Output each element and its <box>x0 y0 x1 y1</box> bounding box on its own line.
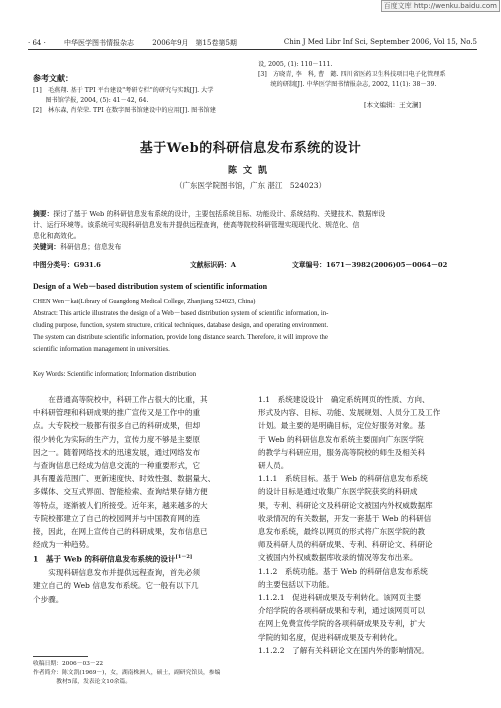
journal-name-en: Chin J Med Libr Inf Sci, September 2006, Vol 15, No.5 <box>283 38 477 46</box>
body-line: 在普通高等院校中，科研工作占很大的比重，其 <box>48 395 208 404</box>
section-heading <box>33 551 243 566</box>
body-line: 与查询信息已经成为信息交流的一种重要形式，它 <box>33 461 201 471</box>
journal-name-cn: 中华医学图书情报杂志 <box>64 39 135 47</box>
body-line: 计划。最主要的是明确目标，定位好服务对象。基 <box>258 421 426 431</box>
footnote <box>33 660 248 687</box>
body-line: 接，因此，在网上宣传自己的科研成果，发布信息已 <box>33 527 208 537</box>
issue-info-cn: 2006年9月 第15卷第5期 <box>152 39 237 47</box>
references-left <box>33 86 248 116</box>
abstract-line: 探讨了基于 Web 的科研信息发布系统的设计，主要包括系统目标、功能设计、系统结构、关键技术、数据库设 <box>53 210 386 218</box>
english-abstract-line: scientific information management in universities. <box>33 346 170 353</box>
body-line: 的主要包括以下功能。 <box>258 579 334 589</box>
body-line: 学院的知名度，促进科研成果及专利转化。 <box>258 632 403 642</box>
reference-item: [2] 林东森, 肖荣荣. TPI 在数字图书馆建设中的应用[J]. 图书馆建 <box>33 107 216 114</box>
body-line: 经成为一种趋势。 <box>33 540 94 550</box>
body-line: 中科研管理和科研成果的推广宣传又是工作中的重 <box>33 408 201 418</box>
body-line: 的设计目标是通过收集广东医学院获奖的科研成 <box>258 487 418 497</box>
body-right-column <box>258 393 478 657</box>
english-abstract-line: Abstract: This article illustrates the design of a Web－based distribution system of scientific information, in- <box>33 310 329 317</box>
english-author: CHEN Wen－kai(Library of Guangdong Medical College, Zhanjiang 524023, China) <box>33 298 256 305</box>
body-line: 于 Web 的科研信息发布系统主要面向广东医学院 <box>258 434 424 444</box>
body-line: 建立自己的 Web 信息发布系统。它一般有以下几 <box>33 581 199 591</box>
page-number: · 64 · <box>28 39 46 47</box>
body-line: 果，专利、科研论文及科研论文被国内外权威数据库 <box>258 500 433 510</box>
abstract-label: 摘要： <box>33 210 54 218</box>
keywords-cn: 科研信息；信息发布 <box>60 243 122 251</box>
english-title: Design of a Web－based distribution system of scientific information <box>33 282 268 291</box>
body-line: 1.1.2.1 促进科研成果及专利转化。该网页主要 <box>258 593 422 603</box>
footnote-rule <box>33 656 88 657</box>
body-line: 专院校都建立了自己的校园网并与中国教育网的连 <box>33 513 201 523</box>
body-line: 因之一。随着网络技术的迅速发展，通过网络发布 <box>33 447 201 457</box>
footnote-bio: 作者简介：陈文凯(1969－)，女，湖南株洲人，硕士，副研究馆员，参编 <box>33 670 221 676</box>
watermark-badge: 百度文库 http://wenku.baidu.com <box>381 0 500 12</box>
author-affiliation: （广东医学院图书馆，广东 湛江 524023） <box>174 181 326 190</box>
english-keywords: Key Words: Scientific information; Information distribution <box>33 371 196 378</box>
body-line: 师及科研人员的科研成果、专利、科研论文、科研论 <box>258 540 433 550</box>
header-rule <box>28 49 477 50</box>
references-heading: 参考文献： <box>33 73 73 83</box>
body-line: 在网上免费宣传学院的各项科研成果及专利，扩大 <box>258 619 426 629</box>
body-line: 研人员。 <box>258 461 289 471</box>
english-abstract-line: cluding purpose, function, system structure, critical techniques, database design, and operating environment. <box>33 322 329 329</box>
english-abstract-line: The system can distribute scientific information, provide long distance search. Therefore, it will improve the <box>33 334 328 341</box>
body-line: 实现科研信息发布并提供远程查询，首先必须 <box>48 568 201 578</box>
body-line: 文被国内外权威数据库收录的情况等发布出来。 <box>258 553 418 563</box>
body-line: 收录情况的有关数据，开发一套基于 Web 的科研信 <box>258 513 432 523</box>
body-line: 1.1.2 系统功能。基于 Web 的科研信息发布系统 <box>258 566 428 576</box>
abstract-line: 息化和高效化。 <box>33 232 81 240</box>
editor-note: [本文编辑：王文澜] <box>364 101 422 109</box>
abstract-cn <box>33 209 473 253</box>
body-line: 介绍学院的各项科研成果和专利，通过该网页可以 <box>258 606 426 616</box>
body-line: 1.1 系统建设设计 确定系统网页的性质、方向、 <box>258 395 430 404</box>
body-line: 息发布系统，最终以网页的形式将广东医学院的教 <box>258 527 426 537</box>
references-right <box>258 60 478 90</box>
body-line: 等特点，逐渐被人们所接受。近年来，越来越多的大 <box>33 500 208 510</box>
body-left-column <box>33 393 243 606</box>
reference-item: 图书馆学报, 2004, (5): 41－42, 64. <box>33 97 149 104</box>
reference-item: [1] 毛燕翔. 基于 TPI 平台建设"考研专栏"的研究与实践[J]. 大学 <box>33 87 214 94</box>
english-abstract <box>33 308 473 356</box>
body-line: 多媒体、交互式界面、智能检索、查询结果存储方便 <box>33 487 208 497</box>
body-line: 1.1.1 系统目标。基于 Web 的科研信息发布系统 <box>258 474 428 484</box>
running-header <box>28 38 477 48</box>
reference-item: 设, 2005, (1): 110－111. <box>258 61 333 68</box>
article-author: 陈文凯 <box>227 166 273 176</box>
keywords-label: 关键词： <box>33 243 61 251</box>
body-line: 形式及内容、目标、功能、发展规划、人员分工及工作 <box>258 408 441 418</box>
section-citation: [1－2] <box>175 554 193 561</box>
body-line: 具有覆盖范围广、更新速度快、时效性强、数据量大、 <box>33 474 216 484</box>
abstract-line: 计、运行环境等。该系统可实现科研信息发布并提供远程查询，使高等院校科研管理实现现代化、规范化、信 <box>33 221 360 229</box>
article-title: 基于Web的科研信息发布系统的设计 <box>139 141 362 156</box>
reference-item: 统的研制[J]. 中华医学图书情报杂志, 2002, 11(1): 38－39. <box>258 81 437 88</box>
reference-item: [3] 方晓青, 李 科, 曹 懿. 四川省医药卫生科技项目电子化管理系 <box>258 71 446 78</box>
footnote-bio: 教材5部，发表论文10余篇。 <box>33 679 132 685</box>
clc-number: 中图分类号：G931.6 <box>33 261 101 269</box>
footnote-received: 收稿日期：2006－03－22 <box>33 661 104 667</box>
body-line: 点。大专院校一般都有很多自己的科研成果，但却 <box>33 421 201 431</box>
body-line: 1.1.2.2 了解有关科研论文在国内外的影响情况。 <box>258 645 429 655</box>
body-line: 个步骤。 <box>33 594 64 604</box>
section-heading-text: 1 基于 Web 的科研信息发布系统的设计 <box>33 554 176 564</box>
article-number: 文章编号：1671－3982(2006)05－0064－02 <box>292 261 448 269</box>
document-code: 文献标识码：A <box>190 261 237 269</box>
body-line: 很少转化为实际的生产力，宣传力度不够是主要原 <box>33 434 201 444</box>
body-line: 的教学与科研应用，服务高等院校的师生及相关科 <box>258 447 426 457</box>
